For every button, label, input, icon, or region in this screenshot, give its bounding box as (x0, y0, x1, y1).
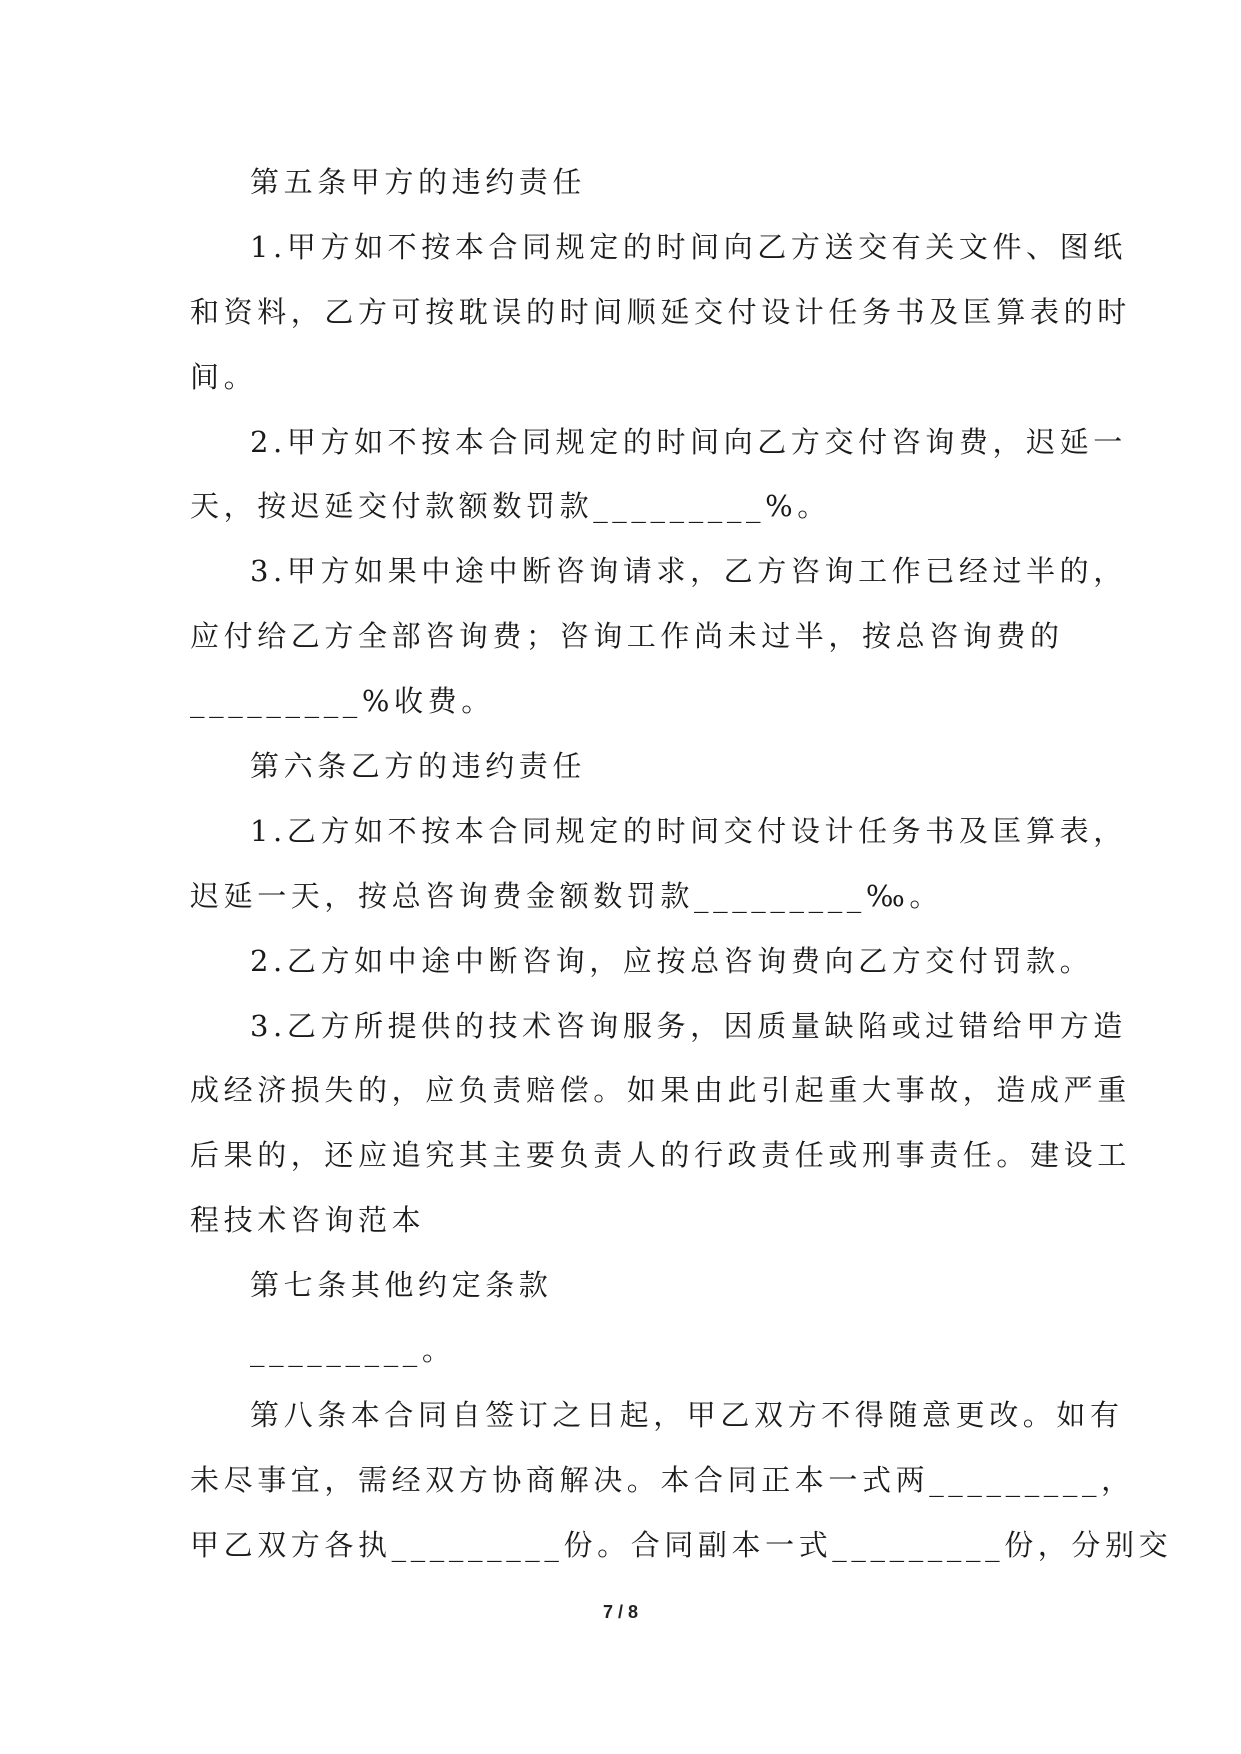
article-5-clause-3-line: _________%收费。 (190, 684, 495, 719)
article-6-clause-3-line: 后果的，还应追究其主要负责人的行政责任或刑事责任。建设工 (190, 1138, 1131, 1173)
article-5-heading: 第五条甲方的违约责任 (250, 165, 587, 199)
article-6-clause-1-line: 1.乙方如不按本合同规定的时间交付设计任务书及匡算表， (250, 813, 1127, 848)
page-number: 7 / 8 (602, 1602, 639, 1622)
article-8-line: 第八条本合同自签订之日起，甲乙双方不得随意更改。如有 (250, 1397, 1124, 1432)
article-6-heading: 第六条乙方的违约责任 (250, 749, 587, 784)
article-8-line: 甲乙双方各执_________份。合同副本一式_________份，分别交 (190, 1527, 1173, 1562)
article-5-clause-2-line: 天，按迟延交付款额数罚款_________%。 (190, 489, 831, 524)
article-5-clause-3-line: 3.甲方如果中途中断咨询请求，乙方咨询工作已经过半的， (250, 554, 1127, 589)
document-body (190, 150, 1173, 1578)
article-5-clause-3-line: 应付给乙方全部咨询费；咨询工作尚未过半，按总咨询费的 (190, 619, 1064, 654)
article-6-clause-3-line: 成经济损失的，应负责赔偿。如果由此引起重大事故，造成严重 (190, 1073, 1131, 1108)
article-8-line: 未尽事宜，需经双方协商解决。本合同正本一式两_________， (190, 1462, 1135, 1497)
article-5-clause-2-line: 2.甲方如不按本合同规定的时间向乙方交付咨询费，迟延一 (250, 424, 1127, 459)
article-6-clause-3-line: 程技术咨询范本 (190, 1203, 426, 1238)
article-5-clause-1-line: 和资料，乙方可按耽误的时间顺延交付设计任务书及匡算表的时 (190, 294, 1131, 329)
article-5-clause-1-line: 间。 (190, 359, 258, 394)
article-6-clause-3-line: 3.乙方所提供的技术咨询服务，因质量缺陷或过错给甲方造 (250, 1008, 1127, 1043)
article-6-clause-2-line: 2.乙方如中途中断咨询，应按总咨询费向乙方交付罚款。 (250, 943, 1094, 978)
article-7-blank-line: _________。 (250, 1333, 456, 1368)
article-5-clause-1-line: 1.甲方如不按本合同规定的时间向乙方送交有关文件、图纸 (250, 229, 1127, 264)
article-6-clause-1-line: 迟延一天，按总咨询费金额数罚款_________‰。 (190, 878, 944, 913)
article-7-heading: 第七条其他约定条款 (250, 1268, 553, 1303)
